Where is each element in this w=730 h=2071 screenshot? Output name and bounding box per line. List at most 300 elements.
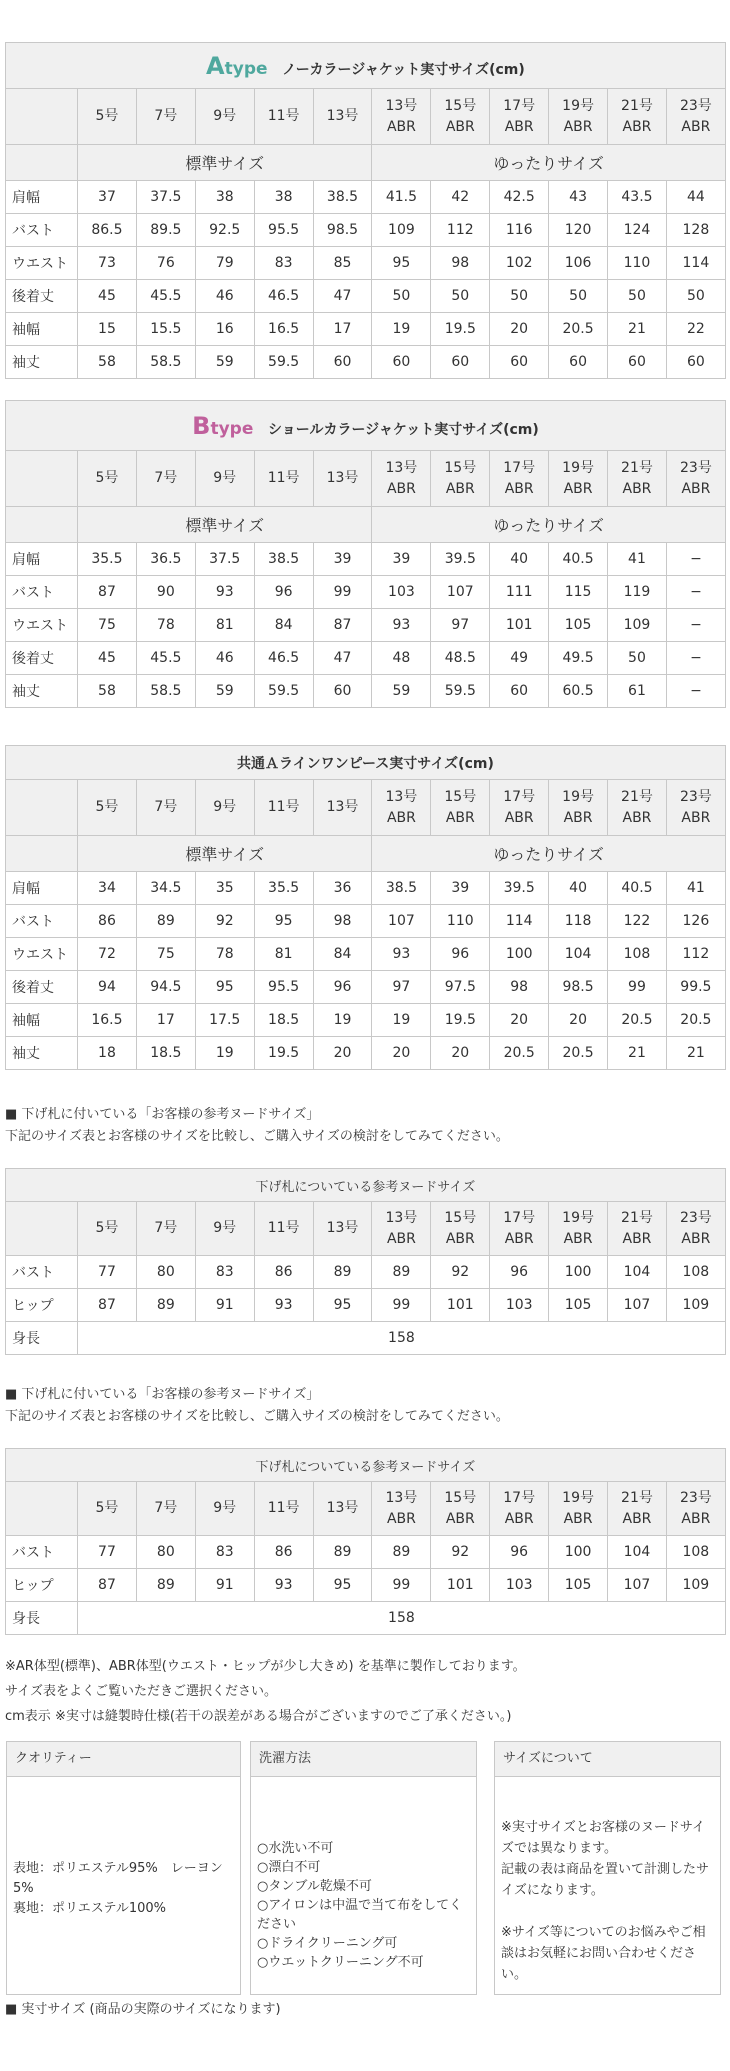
size-header-cell: 9号 bbox=[195, 451, 254, 507]
size-header-cell: 21号 ABR bbox=[608, 1482, 667, 1536]
washing-line: ○漂白不可 bbox=[257, 1860, 321, 1875]
value-cell: 15 bbox=[78, 313, 137, 346]
value-cell: 59.5 bbox=[254, 675, 313, 708]
value-cell: 105 bbox=[549, 1289, 608, 1322]
value-cell: 96 bbox=[490, 1256, 549, 1289]
type-letter-a: A bbox=[206, 51, 225, 80]
value-cell: 48.5 bbox=[431, 642, 490, 675]
note-text: 下記のサイズ表とお客様のサイズを比較し、ご購入サイズの検討をしてみてください。 bbox=[5, 1409, 509, 1424]
value-cell: 19.5 bbox=[254, 1037, 313, 1070]
size-header-row bbox=[6, 780, 726, 836]
header-blank-cell bbox=[6, 1482, 78, 1536]
value-cell: 94.5 bbox=[136, 971, 195, 1004]
value-cell: 60 bbox=[372, 346, 431, 379]
value-cell: 20.5 bbox=[608, 1004, 667, 1037]
value-cell: 46.5 bbox=[254, 280, 313, 313]
loose-size-group: ゆったりサイズ bbox=[372, 836, 725, 872]
value-cell: 99 bbox=[313, 576, 372, 609]
header-blank-cell bbox=[6, 1202, 78, 1256]
washing-line: ○水洗い不可 bbox=[257, 1841, 334, 1856]
value-cell: 19 bbox=[372, 1004, 431, 1037]
washing-line: ○アイロンは中温で当て布をしてください bbox=[257, 1898, 463, 1932]
value-cell: 101 bbox=[431, 1569, 490, 1602]
size-header-cell: 23号 ABR bbox=[666, 451, 725, 507]
size-header-cell: 15号 ABR bbox=[431, 89, 490, 145]
value-cell: 89 bbox=[136, 1569, 195, 1602]
size-header-cell: 7号 bbox=[136, 780, 195, 836]
value-cell: − bbox=[666, 642, 725, 675]
size-header-cell: 7号 bbox=[136, 1482, 195, 1536]
value-cell: 122 bbox=[608, 905, 667, 938]
washing-box bbox=[250, 1741, 477, 1995]
value-cell: 110 bbox=[431, 905, 490, 938]
value-cell: 85 bbox=[313, 247, 372, 280]
size-header-cell: 5号 bbox=[78, 780, 137, 836]
value-cell: 60 bbox=[549, 346, 608, 379]
value-cell: 114 bbox=[490, 905, 549, 938]
table-row bbox=[6, 181, 726, 214]
row-label: 後着丈 bbox=[6, 280, 78, 313]
value-cell: 93 bbox=[254, 1289, 313, 1322]
value-cell: 37.5 bbox=[195, 543, 254, 576]
value-cell: 114 bbox=[666, 247, 725, 280]
size-header-cell: 13号 bbox=[313, 780, 372, 836]
value-cell: 124 bbox=[608, 214, 667, 247]
table-row bbox=[6, 543, 726, 576]
quality-box bbox=[6, 1741, 241, 1995]
size-header-cell: 7号 bbox=[136, 451, 195, 507]
value-cell: 20 bbox=[490, 313, 549, 346]
value-cell: 92.5 bbox=[195, 214, 254, 247]
value-cell: 89 bbox=[313, 1536, 372, 1569]
value-cell: 94 bbox=[78, 971, 137, 1004]
size-header-row bbox=[6, 1202, 726, 1256]
value-cell: 92 bbox=[195, 905, 254, 938]
size-header-row bbox=[6, 1482, 726, 1536]
value-cell: 60 bbox=[490, 675, 549, 708]
value-cell: 38 bbox=[254, 181, 313, 214]
value-cell: 83 bbox=[254, 247, 313, 280]
value-cell: 89 bbox=[372, 1536, 431, 1569]
value-cell: 38.5 bbox=[313, 181, 372, 214]
value-cell: 20.5 bbox=[549, 313, 608, 346]
value-cell: 83 bbox=[195, 1536, 254, 1569]
value-cell: 79 bbox=[195, 247, 254, 280]
size-header-cell: 21号 ABR bbox=[608, 89, 667, 145]
value-cell: 17.5 bbox=[195, 1004, 254, 1037]
header-blank-cell bbox=[6, 451, 78, 507]
size-table-b bbox=[5, 400, 726, 708]
value-cell: 91 bbox=[195, 1289, 254, 1322]
value-cell: − bbox=[666, 543, 725, 576]
value-cell: 126 bbox=[666, 905, 725, 938]
value-cell: 18.5 bbox=[254, 1004, 313, 1037]
value-cell: 20 bbox=[431, 1037, 490, 1070]
table-row bbox=[6, 905, 726, 938]
value-cell: 107 bbox=[608, 1289, 667, 1322]
height-value: 158 bbox=[78, 1322, 726, 1355]
group-blank-cell bbox=[6, 507, 78, 543]
row-label: 袖丈 bbox=[6, 675, 78, 708]
row-label: 肩幅 bbox=[6, 872, 78, 905]
nude-size-note-1 bbox=[5, 1104, 725, 1148]
height-value: 158 bbox=[78, 1602, 726, 1635]
value-cell: 36.5 bbox=[136, 543, 195, 576]
value-cell: 60 bbox=[608, 346, 667, 379]
value-cell: 40.5 bbox=[549, 543, 608, 576]
value-cell: 59.5 bbox=[431, 675, 490, 708]
value-cell: − bbox=[666, 576, 725, 609]
size-header-cell: 13号 bbox=[313, 1482, 372, 1536]
size-header-cell: 21号 ABR bbox=[608, 780, 667, 836]
size-header-cell: 5号 bbox=[78, 1482, 137, 1536]
value-cell: 78 bbox=[136, 609, 195, 642]
table-row bbox=[6, 1569, 726, 1602]
size-header-cell: 13号 ABR bbox=[372, 451, 431, 507]
group-blank-cell bbox=[6, 145, 78, 181]
row-label: 袖丈 bbox=[6, 1037, 78, 1070]
value-cell: 89.5 bbox=[136, 214, 195, 247]
value-cell: 61 bbox=[608, 675, 667, 708]
value-cell: 73 bbox=[78, 247, 137, 280]
value-cell: 50 bbox=[608, 280, 667, 313]
value-cell: 59.5 bbox=[254, 346, 313, 379]
table-row bbox=[6, 313, 726, 346]
table-row bbox=[6, 1037, 726, 1070]
size-header-cell: 17号 ABR bbox=[490, 89, 549, 145]
value-cell: 95 bbox=[313, 1569, 372, 1602]
value-cell: 75 bbox=[136, 938, 195, 971]
value-cell: 16 bbox=[195, 313, 254, 346]
value-cell: 97 bbox=[431, 609, 490, 642]
value-cell: 35.5 bbox=[78, 543, 137, 576]
value-cell: 42.5 bbox=[490, 181, 549, 214]
size-header-cell: 13号 ABR bbox=[372, 89, 431, 145]
value-cell: 89 bbox=[136, 1289, 195, 1322]
table-row bbox=[6, 214, 726, 247]
row-label: 袖幅 bbox=[6, 313, 78, 346]
size-header-cell: 19号 ABR bbox=[549, 1202, 608, 1256]
table-c-title: 共通Ａラインワンピース実寸サイズ(cm) bbox=[6, 746, 726, 780]
value-cell: 89 bbox=[313, 1256, 372, 1289]
value-cell: 35.5 bbox=[254, 872, 313, 905]
value-cell: 112 bbox=[431, 214, 490, 247]
header-blank-cell bbox=[6, 780, 78, 836]
value-cell: 86.5 bbox=[78, 214, 137, 247]
value-cell: 80 bbox=[136, 1536, 195, 1569]
value-cell: 58.5 bbox=[136, 675, 195, 708]
value-cell: 99 bbox=[372, 1289, 431, 1322]
size-header-cell: 17号 ABR bbox=[490, 1202, 549, 1256]
value-cell: 59 bbox=[195, 675, 254, 708]
value-cell: 20.5 bbox=[549, 1037, 608, 1070]
value-cell: 104 bbox=[549, 938, 608, 971]
value-cell: 111 bbox=[490, 576, 549, 609]
value-cell: 20 bbox=[313, 1037, 372, 1070]
header-blank-cell bbox=[6, 89, 78, 145]
row-label: 肩幅 bbox=[6, 543, 78, 576]
size-header-cell: 23号 ABR bbox=[666, 1482, 725, 1536]
value-cell: 110 bbox=[608, 247, 667, 280]
value-cell: 86 bbox=[254, 1256, 313, 1289]
value-cell: 21 bbox=[666, 1037, 725, 1070]
size-header-cell: 5号 bbox=[78, 89, 137, 145]
footnote-line: ※AR体型(標準)、ABR体型(ウエスト・ヒップが少し大きめ) を基準に製作しております。 bbox=[5, 1659, 526, 1674]
value-cell: 39.5 bbox=[490, 872, 549, 905]
value-cell: 17 bbox=[313, 313, 372, 346]
value-cell: 87 bbox=[78, 576, 137, 609]
value-cell: − bbox=[666, 675, 725, 708]
value-cell: 39.5 bbox=[431, 543, 490, 576]
value-cell: 20 bbox=[372, 1037, 431, 1070]
group-row bbox=[6, 507, 726, 543]
value-cell: 38 bbox=[195, 181, 254, 214]
size-header-cell: 19号 ABR bbox=[549, 1482, 608, 1536]
quality-header: クオリティー bbox=[7, 1742, 240, 1777]
table-row bbox=[6, 1256, 726, 1289]
size-header-cell: 13号 bbox=[313, 1202, 372, 1256]
value-cell: 42 bbox=[431, 181, 490, 214]
note-heading: ■ 下げ札に付いている「お客様の参考ヌードサイズ」 bbox=[5, 1387, 320, 1402]
value-cell: 19 bbox=[372, 313, 431, 346]
value-cell: 45.5 bbox=[136, 642, 195, 675]
size-header-cell: 11号 bbox=[254, 1482, 313, 1536]
quality-line: 裏地：ポリエステル100% bbox=[13, 1901, 166, 1916]
value-cell: 60 bbox=[490, 346, 549, 379]
size-header-cell: 23号 ABR bbox=[666, 780, 725, 836]
value-cell: 20 bbox=[549, 1004, 608, 1037]
value-cell: 19 bbox=[195, 1037, 254, 1070]
row-label: 身長 bbox=[6, 1602, 78, 1635]
value-cell: 45 bbox=[78, 642, 137, 675]
value-cell: 100 bbox=[549, 1536, 608, 1569]
row-label: 身長 bbox=[6, 1322, 78, 1355]
value-cell: 50 bbox=[608, 642, 667, 675]
value-cell: 97.5 bbox=[431, 971, 490, 1004]
value-cell: 59 bbox=[195, 346, 254, 379]
size-header-row bbox=[6, 89, 726, 145]
size-header-cell: 9号 bbox=[195, 780, 254, 836]
value-cell: 96 bbox=[254, 576, 313, 609]
value-cell: 58.5 bbox=[136, 346, 195, 379]
table-b-title bbox=[6, 401, 726, 451]
value-cell: 92 bbox=[431, 1256, 490, 1289]
value-cell: 45 bbox=[78, 280, 137, 313]
washing-line: ○ドライクリーニング可 bbox=[257, 1936, 398, 1951]
value-cell: 87 bbox=[78, 1289, 137, 1322]
value-cell: 92 bbox=[431, 1536, 490, 1569]
value-cell: 72 bbox=[78, 938, 137, 971]
value-cell: 48 bbox=[372, 642, 431, 675]
actual-size-label: ■ 実寸サイズ (商品の実際のサイズになります) bbox=[5, 2002, 281, 2017]
size-header-cell: 7号 bbox=[136, 1202, 195, 1256]
size-about-line: 記載の表は商品を置いて計測したサイズになります。 bbox=[501, 1862, 710, 1898]
row-label: 後着丈 bbox=[6, 971, 78, 1004]
value-cell: 95.5 bbox=[254, 214, 313, 247]
value-cell: 109 bbox=[372, 214, 431, 247]
nude-size-note-2 bbox=[5, 1384, 725, 1428]
value-cell: 89 bbox=[136, 905, 195, 938]
size-table-a bbox=[5, 42, 726, 379]
group-blank-cell bbox=[6, 836, 78, 872]
value-cell: 103 bbox=[490, 1569, 549, 1602]
value-cell: 84 bbox=[254, 609, 313, 642]
value-cell: 60 bbox=[313, 346, 372, 379]
washing-header: 洗濯方法 bbox=[251, 1742, 476, 1777]
value-cell: 38.5 bbox=[372, 872, 431, 905]
loose-size-group: ゆったりサイズ bbox=[372, 145, 725, 181]
value-cell: 38.5 bbox=[254, 543, 313, 576]
size-header-cell: 15号 ABR bbox=[431, 780, 490, 836]
value-cell: 76 bbox=[136, 247, 195, 280]
value-cell: 108 bbox=[666, 1536, 725, 1569]
size-about-box bbox=[494, 1741, 721, 1995]
value-cell: 109 bbox=[666, 1289, 725, 1322]
size-header-cell: 17号 ABR bbox=[490, 1482, 549, 1536]
value-cell: 46 bbox=[195, 642, 254, 675]
size-header-cell: 15号 ABR bbox=[431, 1482, 490, 1536]
height-row bbox=[6, 1322, 726, 1355]
value-cell: 81 bbox=[254, 938, 313, 971]
value-cell: 98.5 bbox=[549, 971, 608, 1004]
table-row bbox=[6, 609, 726, 642]
size-header-cell: 13号 bbox=[313, 89, 372, 145]
value-cell: 44 bbox=[666, 181, 725, 214]
value-cell: 98 bbox=[313, 905, 372, 938]
type-letter-b: B bbox=[192, 411, 211, 440]
row-label: 袖幅 bbox=[6, 1004, 78, 1037]
value-cell: 93 bbox=[372, 609, 431, 642]
group-row bbox=[6, 145, 726, 181]
size-header-cell: 21号 ABR bbox=[608, 451, 667, 507]
table-a-title bbox=[6, 43, 726, 89]
value-cell: 86 bbox=[254, 1536, 313, 1569]
value-cell: 86 bbox=[78, 905, 137, 938]
value-cell: 97 bbox=[372, 971, 431, 1004]
size-header-cell: 11号 bbox=[254, 451, 313, 507]
row-label: ヒップ bbox=[6, 1569, 78, 1602]
table-row bbox=[6, 1536, 726, 1569]
footnotes bbox=[5, 1654, 725, 1729]
value-cell: 101 bbox=[431, 1289, 490, 1322]
size-header-cell: 11号 bbox=[254, 89, 313, 145]
nude-size-table-2 bbox=[5, 1448, 726, 1635]
value-cell: 93 bbox=[195, 576, 254, 609]
value-cell: 89 bbox=[372, 1256, 431, 1289]
table-row bbox=[6, 971, 726, 1004]
value-cell: 16.5 bbox=[254, 313, 313, 346]
value-cell: 34 bbox=[78, 872, 137, 905]
value-cell: 107 bbox=[608, 1569, 667, 1602]
value-cell: 103 bbox=[372, 576, 431, 609]
row-label: ウエスト bbox=[6, 938, 78, 971]
value-cell: 99 bbox=[372, 1569, 431, 1602]
value-cell: 107 bbox=[372, 905, 431, 938]
value-cell: 17 bbox=[136, 1004, 195, 1037]
value-cell: 40 bbox=[490, 543, 549, 576]
value-cell: 104 bbox=[608, 1256, 667, 1289]
table-row bbox=[6, 642, 726, 675]
nude-table-title: 下げ札についている参考ヌードサイズ bbox=[6, 1449, 726, 1482]
value-cell: 46 bbox=[195, 280, 254, 313]
size-header-cell: 15号 ABR bbox=[431, 1202, 490, 1256]
value-cell: 107 bbox=[431, 576, 490, 609]
value-cell: 109 bbox=[666, 1569, 725, 1602]
value-cell: 96 bbox=[313, 971, 372, 1004]
value-cell: 58 bbox=[78, 675, 137, 708]
value-cell: 108 bbox=[666, 1256, 725, 1289]
value-cell: 43.5 bbox=[608, 181, 667, 214]
value-cell: 95 bbox=[195, 971, 254, 1004]
value-cell: 106 bbox=[549, 247, 608, 280]
value-cell: 39 bbox=[372, 543, 431, 576]
value-cell: 60 bbox=[431, 346, 490, 379]
value-cell: 102 bbox=[490, 247, 549, 280]
height-row bbox=[6, 1602, 726, 1635]
table-title-text: ショールカラージャケット実寸サイズ(cm) bbox=[268, 421, 539, 438]
row-label: 後着丈 bbox=[6, 642, 78, 675]
table-row bbox=[6, 1289, 726, 1322]
value-cell: 95 bbox=[313, 1289, 372, 1322]
value-cell: 103 bbox=[490, 1289, 549, 1322]
value-cell: 50 bbox=[549, 280, 608, 313]
table-row bbox=[6, 938, 726, 971]
note-text: 下記のサイズ表とお客様のサイズを比較し、ご購入サイズの検討をしてみてください。 bbox=[5, 1129, 509, 1144]
value-cell: 40.5 bbox=[608, 872, 667, 905]
value-cell: 49.5 bbox=[549, 642, 608, 675]
value-cell: 118 bbox=[549, 905, 608, 938]
value-cell: 95 bbox=[254, 905, 313, 938]
size-header-cell: 17号 ABR bbox=[490, 780, 549, 836]
size-header-cell: 7号 bbox=[136, 89, 195, 145]
table-row bbox=[6, 280, 726, 313]
value-cell: 19.5 bbox=[431, 1004, 490, 1037]
size-header-cell: 9号 bbox=[195, 1202, 254, 1256]
value-cell: 35 bbox=[195, 872, 254, 905]
size-header-cell: 19号 ABR bbox=[549, 451, 608, 507]
value-cell: 87 bbox=[313, 609, 372, 642]
table-row bbox=[6, 346, 726, 379]
size-header-cell: 13号 bbox=[313, 451, 372, 507]
row-label: バスト bbox=[6, 214, 78, 247]
row-label: バスト bbox=[6, 1256, 78, 1289]
size-header-row bbox=[6, 451, 726, 507]
value-cell: 41 bbox=[608, 543, 667, 576]
size-header-cell: 19号 ABR bbox=[549, 780, 608, 836]
value-cell: 99 bbox=[608, 971, 667, 1004]
value-cell: 105 bbox=[549, 609, 608, 642]
value-cell: 101 bbox=[490, 609, 549, 642]
value-cell: 93 bbox=[254, 1569, 313, 1602]
table-row bbox=[6, 576, 726, 609]
value-cell: 105 bbox=[549, 1569, 608, 1602]
value-cell: 77 bbox=[78, 1536, 137, 1569]
value-cell: 91 bbox=[195, 1569, 254, 1602]
row-label: バスト bbox=[6, 1536, 78, 1569]
value-cell: 60 bbox=[666, 346, 725, 379]
size-header-cell: 5号 bbox=[78, 451, 137, 507]
value-cell: 80 bbox=[136, 1256, 195, 1289]
quality-line: 表地：ポリエステル95% レーヨン5% bbox=[13, 1861, 223, 1896]
value-cell: 15.5 bbox=[136, 313, 195, 346]
value-cell: 98.5 bbox=[313, 214, 372, 247]
row-label: バスト bbox=[6, 576, 78, 609]
value-cell: 37.5 bbox=[136, 181, 195, 214]
size-header-cell: 13号 ABR bbox=[372, 780, 431, 836]
table-title-text: ノーカラージャケット実寸サイズ(cm) bbox=[282, 61, 525, 78]
nude-table-title: 下げ札についている参考ヌードサイズ bbox=[6, 1169, 726, 1202]
value-cell: 128 bbox=[666, 214, 725, 247]
